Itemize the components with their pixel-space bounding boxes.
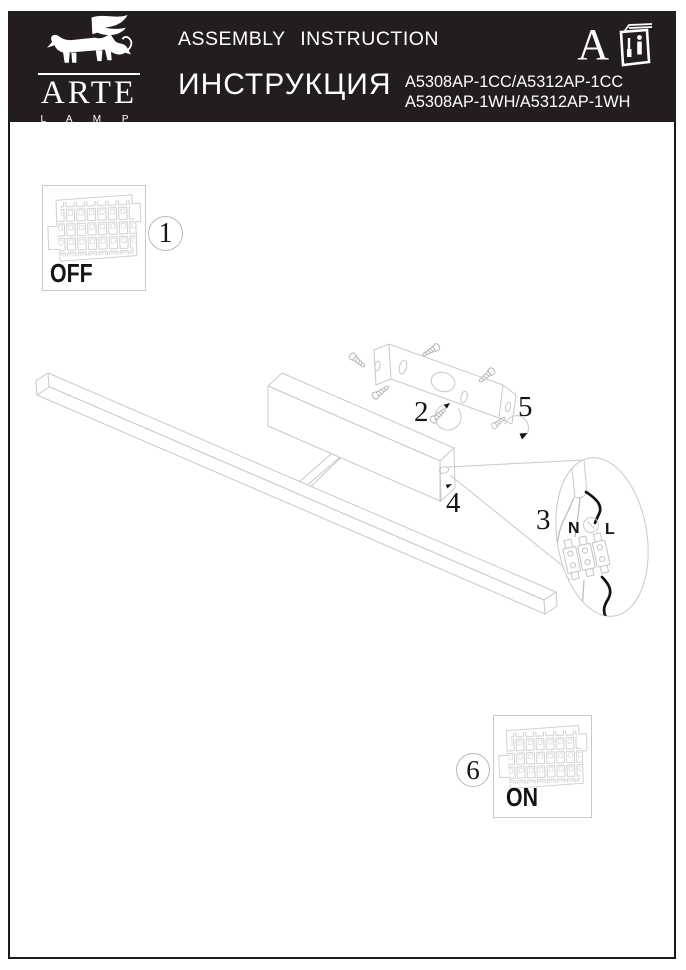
title-english: ASSEMBLY INSTRUCTION bbox=[178, 28, 439, 50]
callout-3: 3 bbox=[536, 504, 551, 536]
breaker-on-label: ON bbox=[506, 782, 538, 812]
doc-letter: A bbox=[577, 20, 609, 69]
terminal-n-label: N bbox=[568, 520, 580, 537]
brand-name: ARTE bbox=[40, 75, 138, 111]
model-line-1: A5308AP-1CC/A5312AP-1CC bbox=[405, 73, 624, 91]
mounting-bracket-sketch bbox=[374, 344, 516, 424]
wiring-detail-bubble bbox=[545, 449, 659, 648]
terminal-l-label: L bbox=[605, 521, 615, 538]
brand-subname: L A M P bbox=[40, 114, 138, 125]
callout-5: 5 bbox=[518, 391, 533, 423]
callout-2: 2 bbox=[414, 396, 429, 428]
step6-number: 6 bbox=[466, 754, 480, 785]
model-line-2: A5308AP-1WH/A5312AP-1WH bbox=[405, 92, 631, 111]
callout-4: 4 bbox=[446, 487, 461, 519]
step1-number: 1 bbox=[158, 217, 173, 249]
breaker-off-label: OFF bbox=[50, 258, 93, 288]
title-russian: ИНСТРУКЦИЯ bbox=[178, 68, 392, 101]
